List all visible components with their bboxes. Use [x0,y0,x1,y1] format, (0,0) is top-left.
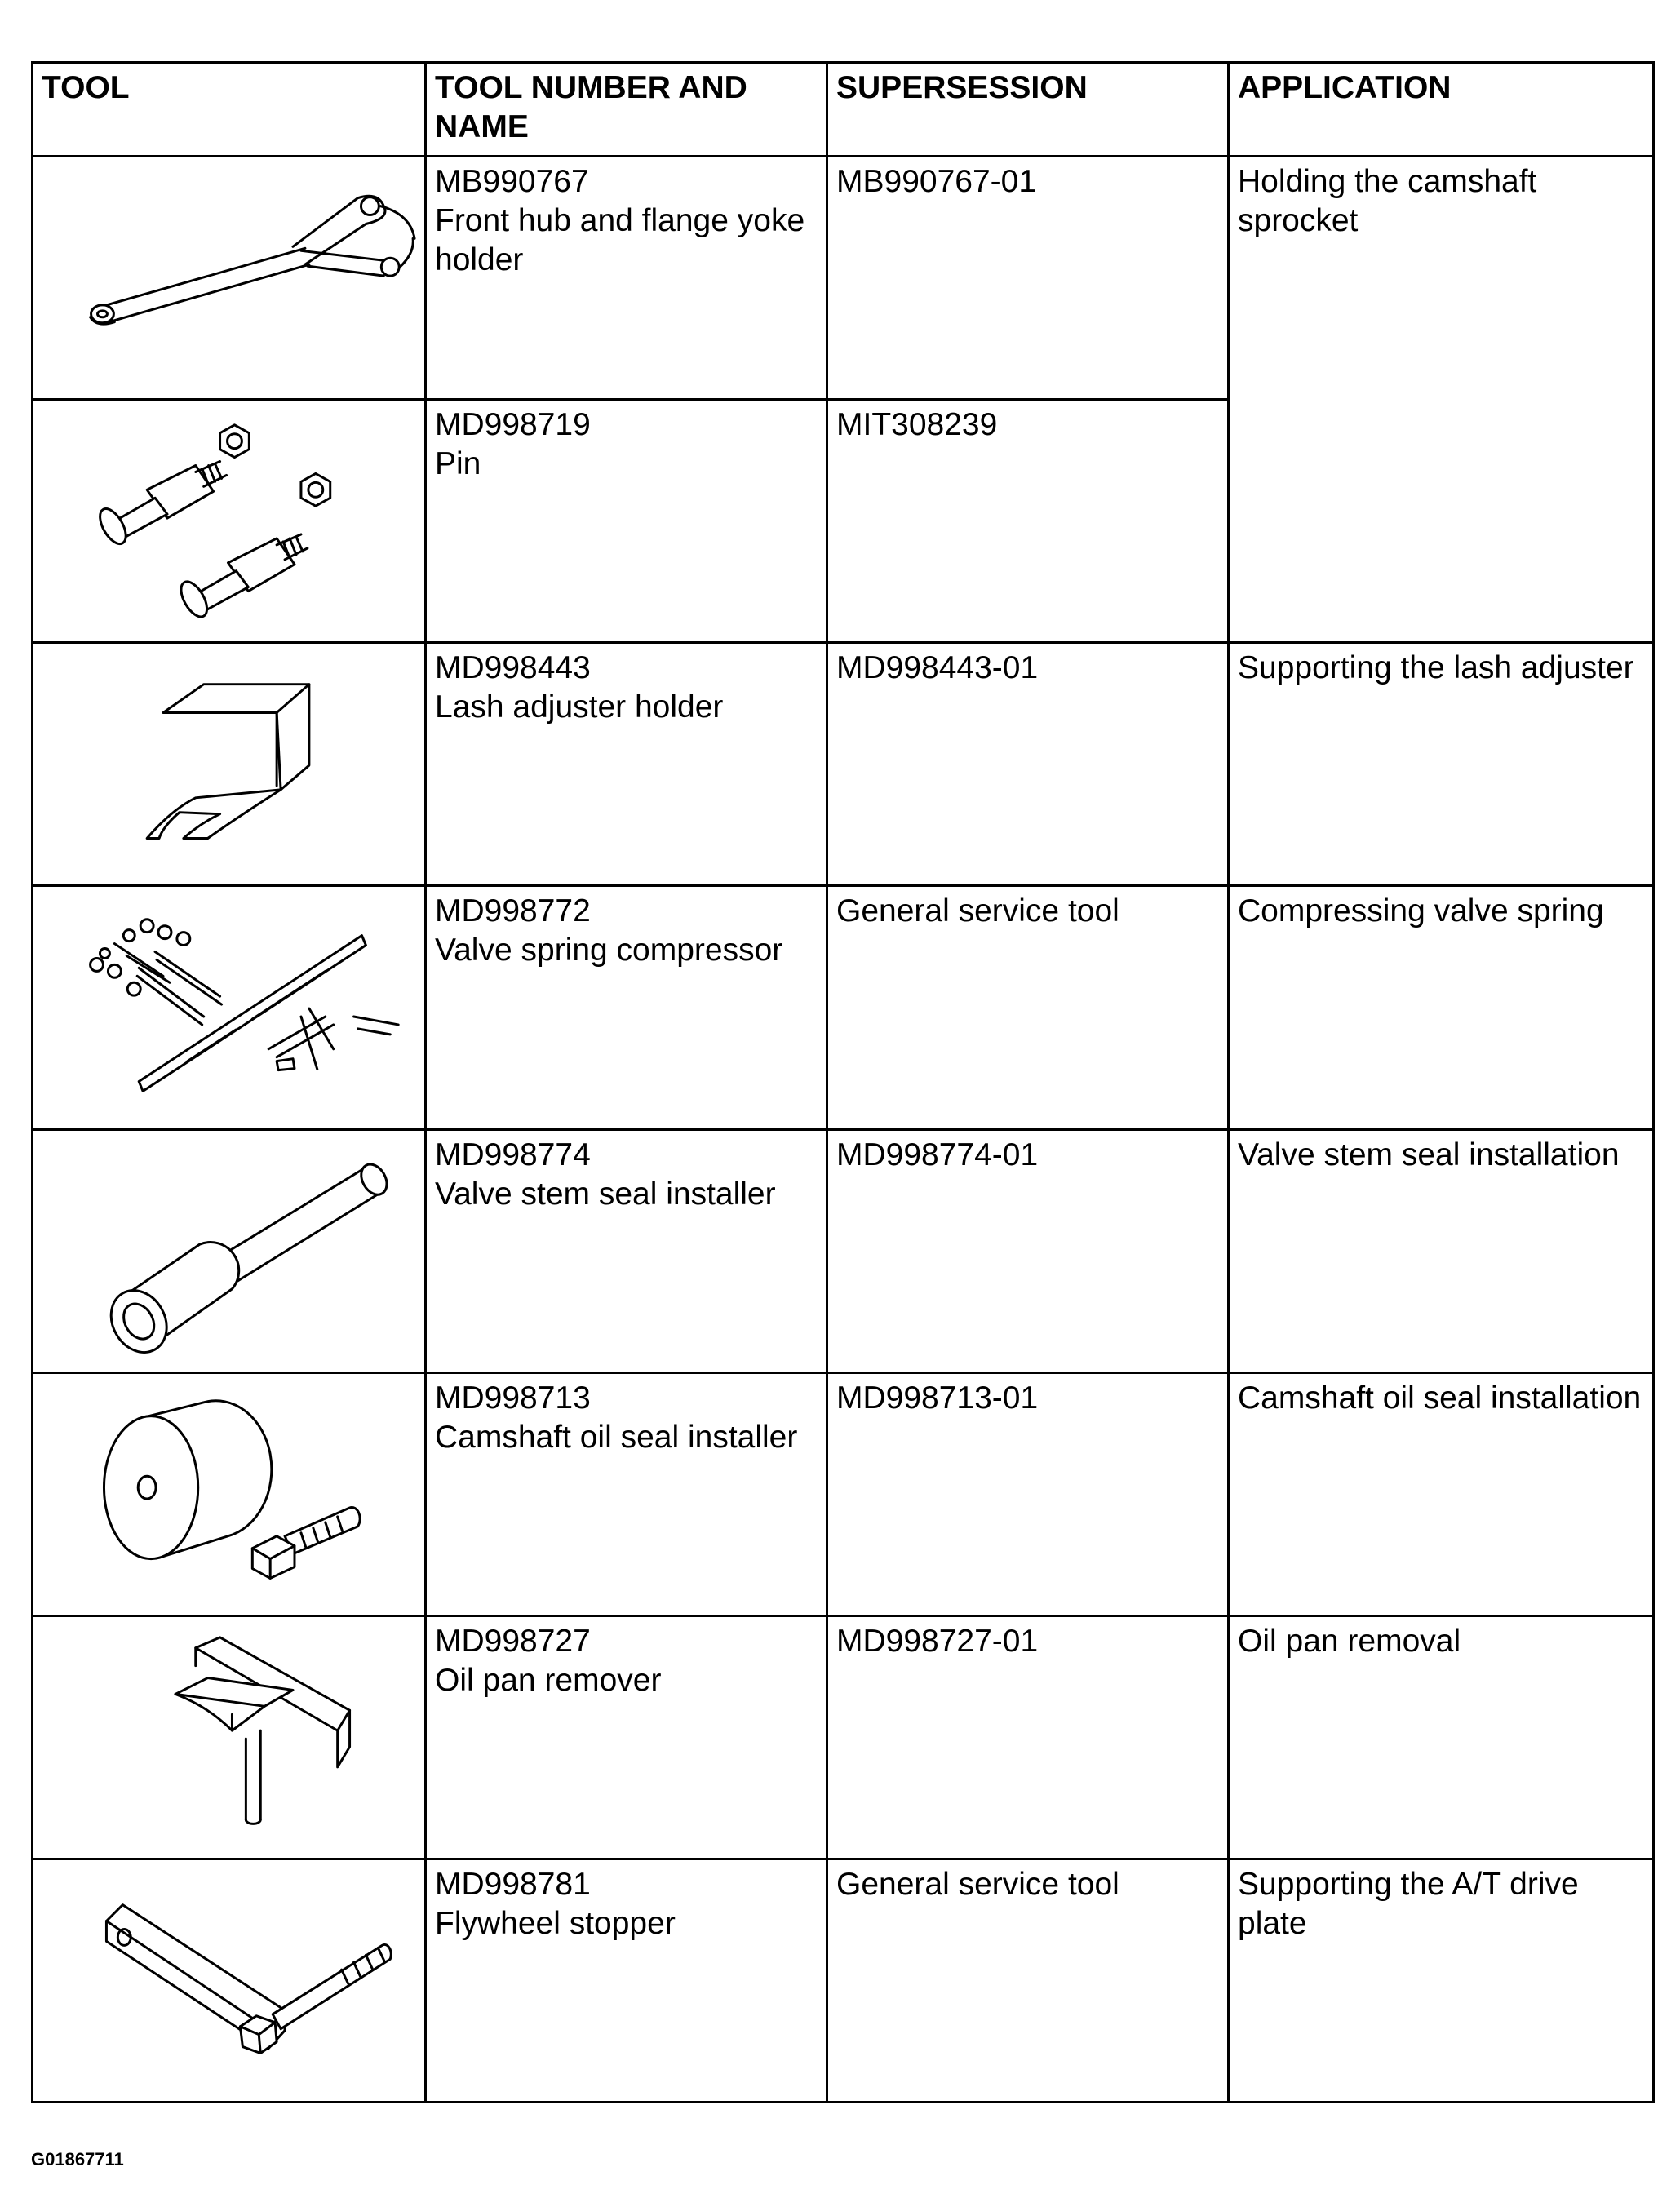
supersession-cell: MB990767-01 [827,157,1229,400]
tool-number-name-cell [426,1859,827,2102]
tool-name: Oil pan remover [435,1662,662,1698]
tool-name: Front hub and flange yoke holder [435,203,805,277]
supersession-cell: MIT308239 [827,400,1229,643]
table-row [33,1859,1654,2102]
tool-illustration-cell [33,157,426,400]
tool-illustration-cell [33,886,426,1129]
figure-code: G01867711 [31,2149,124,2169]
header-tool: TOOL [33,63,426,157]
tool-number-name-cell [426,886,827,1129]
header-application: APPLICATION [1229,63,1654,157]
tool-name: Valve spring compressor [435,933,783,968]
tool-number: MD998713 [435,1380,591,1416]
tool-number: MD998772 [435,893,591,929]
tool-name: Camshaft oil seal installer [435,1419,798,1455]
tool-number-name-cell [426,1372,827,1615]
application-cell: Oil pan removal [1229,1615,1654,1859]
tool-number: MD998774 [435,1137,591,1172]
tool-illustration-cell [33,1372,426,1615]
tool-number-name-cell [426,400,827,643]
tool-number-name-cell [426,157,827,400]
supersession-cell: MD998443-01 [827,643,1229,886]
special-tools-table [31,61,1655,2103]
table-row [33,1372,1654,1615]
application-cell: Compressing valve spring [1229,886,1654,1129]
oil-pan-remover-icon [33,1617,424,1858]
tool-illustration-cell [33,1859,426,2102]
supersession-cell: MD998727-01 [827,1615,1229,1859]
valve-stem-seal-installer-icon [33,1131,424,1372]
yoke-holder-icon [33,157,424,398]
tool-name: Flywheel stopper [435,1905,676,1941]
tool-name: Valve stem seal installer [435,1176,776,1212]
tool-number: MD998727 [435,1623,591,1659]
tool-illustration-cell [33,643,426,886]
flywheel-stopper-icon [33,1860,424,2101]
tool-number: MD998781 [435,1866,591,1902]
supersession-cell: MD998713-01 [827,1372,1229,1615]
table-row [33,1129,1654,1372]
supersession-cell: General service tool [827,1859,1229,2102]
tool-number-name-cell [426,1615,827,1859]
application-cell: Supporting the A/T drive plate [1229,1859,1654,2102]
tool-number-name-cell [426,643,827,886]
header-supersession: SUPERSESSION [827,63,1229,157]
pin-icon [33,401,424,641]
supersession-cell: General service tool [827,886,1229,1129]
supersession-cell: MD998774-01 [827,1129,1229,1372]
lash-adjuster-holder-icon [33,644,424,884]
header-tool-number-name: TOOL NUMBER AND NAME [426,63,827,157]
table-row [33,1615,1654,1859]
tool-number-name-cell [426,1129,827,1372]
application-cell: Camshaft oil seal installation [1229,1372,1654,1615]
tool-number: MD998719 [435,407,591,443]
application-cell: Holding the camshaft sprocket [1229,157,1654,643]
tool-number: MD998443 [435,650,591,686]
tool-illustration-cell [33,1129,426,1372]
tool-illustration-cell [33,1615,426,1859]
tool-name: Lash adjuster holder [435,689,724,725]
tool-name: Pin [435,446,481,482]
tool-illustration-cell [33,400,426,643]
tool-number: MB990767 [435,164,589,199]
camshaft-oil-seal-installer-icon [33,1374,424,1615]
header-row [33,63,1654,157]
valve-spring-compressor-icon [33,887,424,1128]
application-cell: Valve stem seal installation [1229,1129,1654,1372]
application-cell: Supporting the lash adjuster [1229,643,1654,886]
table-row [33,643,1654,886]
table-row [33,886,1654,1129]
table-row [33,157,1654,400]
